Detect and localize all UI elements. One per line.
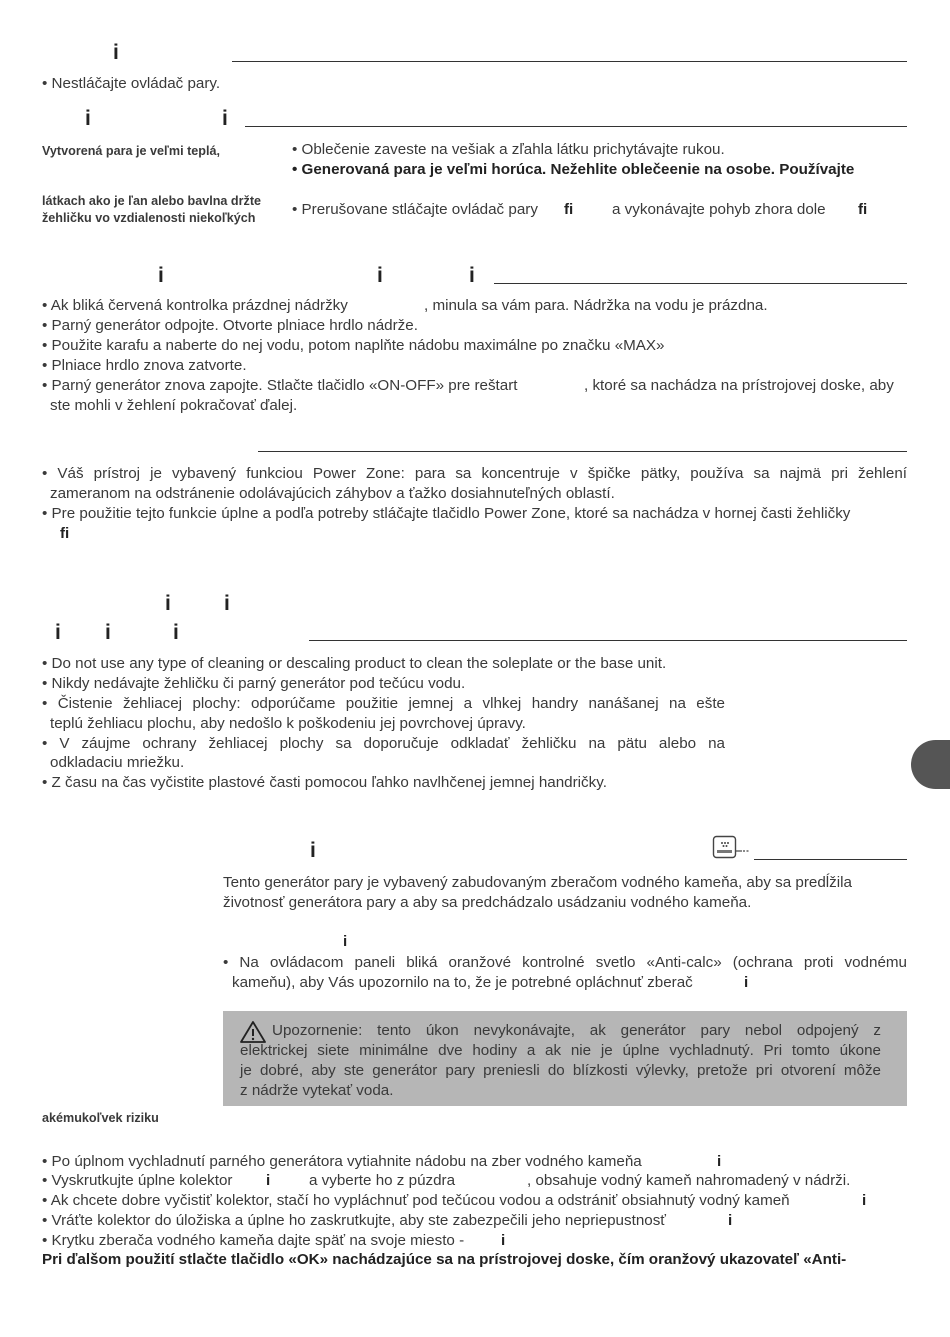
section6-step-2-glyph: i xyxy=(266,1172,271,1189)
section2-side-note-2: látkach ako je ľan alebo bavlna držte xyxy=(42,194,262,208)
section5-line-6: odkladaciu mriežku. xyxy=(50,754,185,771)
section5-title-glyph-1: i xyxy=(165,592,171,615)
section6-step-2a: • Vyskrutkujte úplne kolektor xyxy=(42,1172,233,1189)
section6-step-5-glyph: i xyxy=(501,1232,506,1249)
section6-final-line: Pri ďalšom použití stlačte tlačidlo «OK» nachádzajúce sa na prístrojovej doske, čím oranžový ukazovateľ «Anti- xyxy=(42,1251,847,1268)
section3-bullet-1a: • Ak bliká červená kontrolka prázdnej nádržky xyxy=(42,297,348,314)
section5-line-4: teplú žehliacu plochu, aby nedošlo k poškodeniu jej povrchovej úpravy. xyxy=(50,715,526,732)
section5-line-5: • V záujme ochrany žehliacej plochy sa doporučuje odkladať žehličku na pätu alebo na xyxy=(42,735,725,752)
section3-bullet-5a: • Parný generátor znova zapojte. Stlačte tlačidlo «ON-OFF» pre reštart xyxy=(42,377,518,394)
section2-rule xyxy=(245,126,907,127)
section2-side-note-1: Vytvorená para je veľmi teplá, xyxy=(42,144,220,158)
section2-side-note-3: žehličku vo vzdialenosti niekoľkých xyxy=(42,211,256,225)
section4-line-2: zameranom na odstránenie odolávajúcich záhybov a ťažko dosiahnuteľných oblastí. xyxy=(50,485,615,502)
section5-title-glyph-2: i xyxy=(224,592,230,615)
section6-rule xyxy=(754,859,907,860)
page-tab-marker xyxy=(911,740,950,789)
section3-bullet-5b: , ktoré sa nachádza na prístrojovej doske, aby xyxy=(584,377,894,394)
section2-bullet-3: • Prerušovane stláčajte ovládač pary xyxy=(292,201,538,218)
anti-calc-icon xyxy=(712,835,750,861)
section3-bullet-3: • Použite karafu a naberte do nej vodu, potom naplňte nádobu maximálne po značku «MAX» xyxy=(42,337,665,354)
section6-step-2c: , obsahuje vodný kameň nahromadený v nádrži. xyxy=(527,1172,851,1189)
section6-bullet-1: • Na ovládacom paneli bliká oranžové kontrolné svetlo «Anti-calc» (ochrana proti vodnému xyxy=(223,954,907,971)
section6-paragraph-2: životnosť generátora pary a aby sa predchádzalo usádzaniu vodného kameňa. xyxy=(223,894,752,911)
section3-bullet-2: • Parný generátor odpojte. Otvorte plniace hrdlo nádrže. xyxy=(42,317,418,334)
warning-line-3: je dobré, aby ste generátor pary preniesli do blízkosti výlevky, pretože pri otvorení môže xyxy=(240,1062,881,1079)
section5-rule xyxy=(309,640,907,641)
section5-sub-glyph-3: i xyxy=(173,621,179,644)
section3-bullet-5c: ste mohli v žehlení pokračovať ďalej. xyxy=(50,397,298,414)
section4-line-1: • Váš prístroj je vybavený funkciou Power Zone: para sa koncentruje v špičke pätky, používa sa najmä pri žehlení xyxy=(42,465,907,482)
section6-paragraph-1: Tento generátor pary je vybavený zabudovaným zberačom vodného kameňa, aby sa predĺžila xyxy=(223,874,852,891)
warning-line-2: elektrickej siete minimálne dve hodiny a ak nie je úplne vychladnutý. Pri tomto úkone xyxy=(240,1042,881,1059)
section5-line-2: • Nikdy nedávajte žehličku či parný generátor pod tečúcu vodu. xyxy=(42,675,466,692)
section2-heading-glyph-2: i xyxy=(222,107,228,130)
section5-line-7: • Z času na čas vyčistite plastové časti pomocou ľahko navlhčenej jemnej handričky. xyxy=(42,774,607,791)
section6-step-1: • Po úplnom vychladnutí parného generátora vytiahnite nádobu na zber vodného kameňa xyxy=(42,1153,642,1170)
section4-rule xyxy=(258,451,907,452)
section6-step-5: • Krytku zberača vodného kameňa dajte späť na svoje miesto - xyxy=(42,1232,465,1249)
section3-rule xyxy=(494,283,907,284)
section6-subheading-glyph: i xyxy=(343,933,348,950)
section1-heading-glyph: i xyxy=(113,41,119,64)
section6-step-2b: a vyberte ho z púzdra xyxy=(309,1172,456,1189)
section6-step-4-glyph: i xyxy=(728,1212,733,1229)
section6-side-note: akémukoľvek riziku xyxy=(42,1111,159,1125)
section6-step-3-glyph: i xyxy=(862,1192,867,1209)
section2-fi-glyph-1: fi xyxy=(564,201,574,218)
section6-heading-glyph: i xyxy=(310,839,316,862)
section5-sub-glyph-2: i xyxy=(105,621,111,644)
section3-bullet-4: • Plniace hrdlo znova zatvorte. xyxy=(42,357,247,374)
section3-bullet-1b: , minula sa vám para. Nádržka na vodu je prázdna. xyxy=(424,297,768,314)
section6-step-3: • Ak chcete dobre vyčistiť kolektor, stačí ho vypláchnuť pod tečúcou vodou a odstrániť obsiahnutý vodný kameň xyxy=(42,1192,790,1209)
section6-bullet-2: kameňu), aby Vás upozornilo na to, že je potrebné opláchnuť zberač xyxy=(232,974,693,991)
section2-heading-glyph-1: i xyxy=(85,107,91,130)
section3-heading-glyph-2: i xyxy=(377,264,383,287)
section3-heading-glyph-3: i xyxy=(469,264,475,287)
warning-line-4: z nádrže vytekať voda. xyxy=(240,1082,394,1099)
section6-step-1-glyph: i xyxy=(717,1153,722,1170)
section5-sub-glyph-1: i xyxy=(55,621,61,644)
section1-rule xyxy=(232,61,907,62)
section3-heading-glyph-1: i xyxy=(158,264,164,287)
section2-fi-glyph-2: fi xyxy=(858,201,868,218)
section6-bullet-glyph: i xyxy=(744,974,749,991)
section2-bullet-2: • Generovaná para je veľmi horúca. Nežehlite oblečeenie na osobe. Používajte xyxy=(292,161,855,178)
section6-step-4: • Vráťte kolektor do úložiska a úplne ho zaskrutkujte, aby ste zabezpečili jeho nepriepustnosť xyxy=(42,1212,666,1229)
section5-line-1: • Do not use any type of cleaning or descaling product to clean the soleplate or the base unit. xyxy=(42,655,667,672)
section2-bullet-1: • Oblečenie zaveste na vešiak a zľahla látku prichytávajte rukou. xyxy=(292,141,725,158)
section2-bullet-3b: a vykonávajte pohyb zhora dole xyxy=(612,201,826,218)
warning-line-1: Upozornenie: tento úkon nevykonávajte, ak generátor pary nebol odpojený z xyxy=(272,1022,881,1039)
section5-line-3: • Čistenie žehliacej plochy: odporúčame použitie jemnej a vlhkej handry nanášanej na ešte xyxy=(42,695,725,712)
section4-fi-glyph: fi xyxy=(60,525,70,542)
section4-line-3: • Pre použitie tejto funkcie úplne a podľa potreby stláčajte tlačidlo Power Zone, ktoré sa nachádza v hornej časti žehličky xyxy=(42,505,851,522)
section1-bullet: • Nestláčajte ovládač pary. xyxy=(42,75,221,92)
